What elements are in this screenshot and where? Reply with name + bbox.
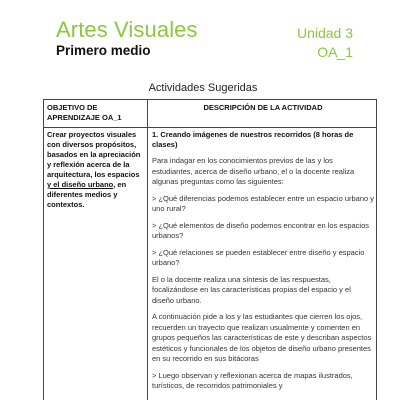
activity-paragraph: El o la docente realiza una síntesis de las respuestas, focalizándose en las características propias del espacio y el diseño urbano. — [152, 274, 351, 305]
unit-label: Unidad 3 — [296, 25, 353, 41]
activity-question: > ¿Qué diferencias podemos establecer entre un espacio urbano y uno rural? — [152, 193, 375, 213]
column-divider — [147, 100, 148, 400]
activity-paragraph: Para indagar en los conocimientos previos de las y los estudiantes, acerca de diseño urbano, el o la docente realiza algunas preguntas como las siguientes: — [152, 156, 355, 186]
activity-paragraph: A continuación pide a los y las estudiantes que cierren los ojos, recuerden un trayecto que realizan usualmente y comenten en grupos pequeños las características de este y describan aspectos estéticos y funcionales de los objetos de diseño urbano presentes en su recorrido en sus bitácoras — [152, 312, 372, 363]
learning-objective-cell — [47, 130, 145, 210]
activity-paragraph: > Luego observan y reflexionan acerca de mapas ilustrados, turísticos, de recorridos patrimoniales y — [152, 370, 353, 390]
subject-title: Artes Visuales — [56, 17, 198, 42]
objective-underlined-text: y el diseño urbano — [47, 180, 114, 189]
objective-column-header: OBJETIVO DE APRENDIZAJE OA_1 — [47, 103, 122, 122]
activity-description-cell — [152, 130, 374, 392]
objective-text-part1: Crear proyectos visuales con diversos propósitos, basados en la apreciación y reflexión acerca de la arquitectura, los espacios — [47, 130, 141, 179]
section-title: Actividades Sugeridas — [148, 82, 258, 94]
activity-title: 1. Creando imágenes de nuestros recorridos (8 horas de clases) — [152, 130, 354, 149]
activity-question: > ¿Qué relaciones se pueden establecer entre diseño y espacio urbano? — [152, 247, 365, 267]
activities-table — [43, 99, 377, 400]
objective-code: OA_1 — [317, 44, 353, 60]
course-level: Primero medio — [56, 43, 151, 58]
description-column-header: DESCRIPCIÓN DE LA ACTIVIDAD — [203, 103, 323, 112]
header-row-divider — [44, 127, 376, 128]
objective-text-part2: , en diferentes medios y contextos. — [47, 180, 127, 209]
activity-question: > ¿Qué elementos de diseño podemos encontrar en los espacios urbanos? — [152, 220, 370, 240]
